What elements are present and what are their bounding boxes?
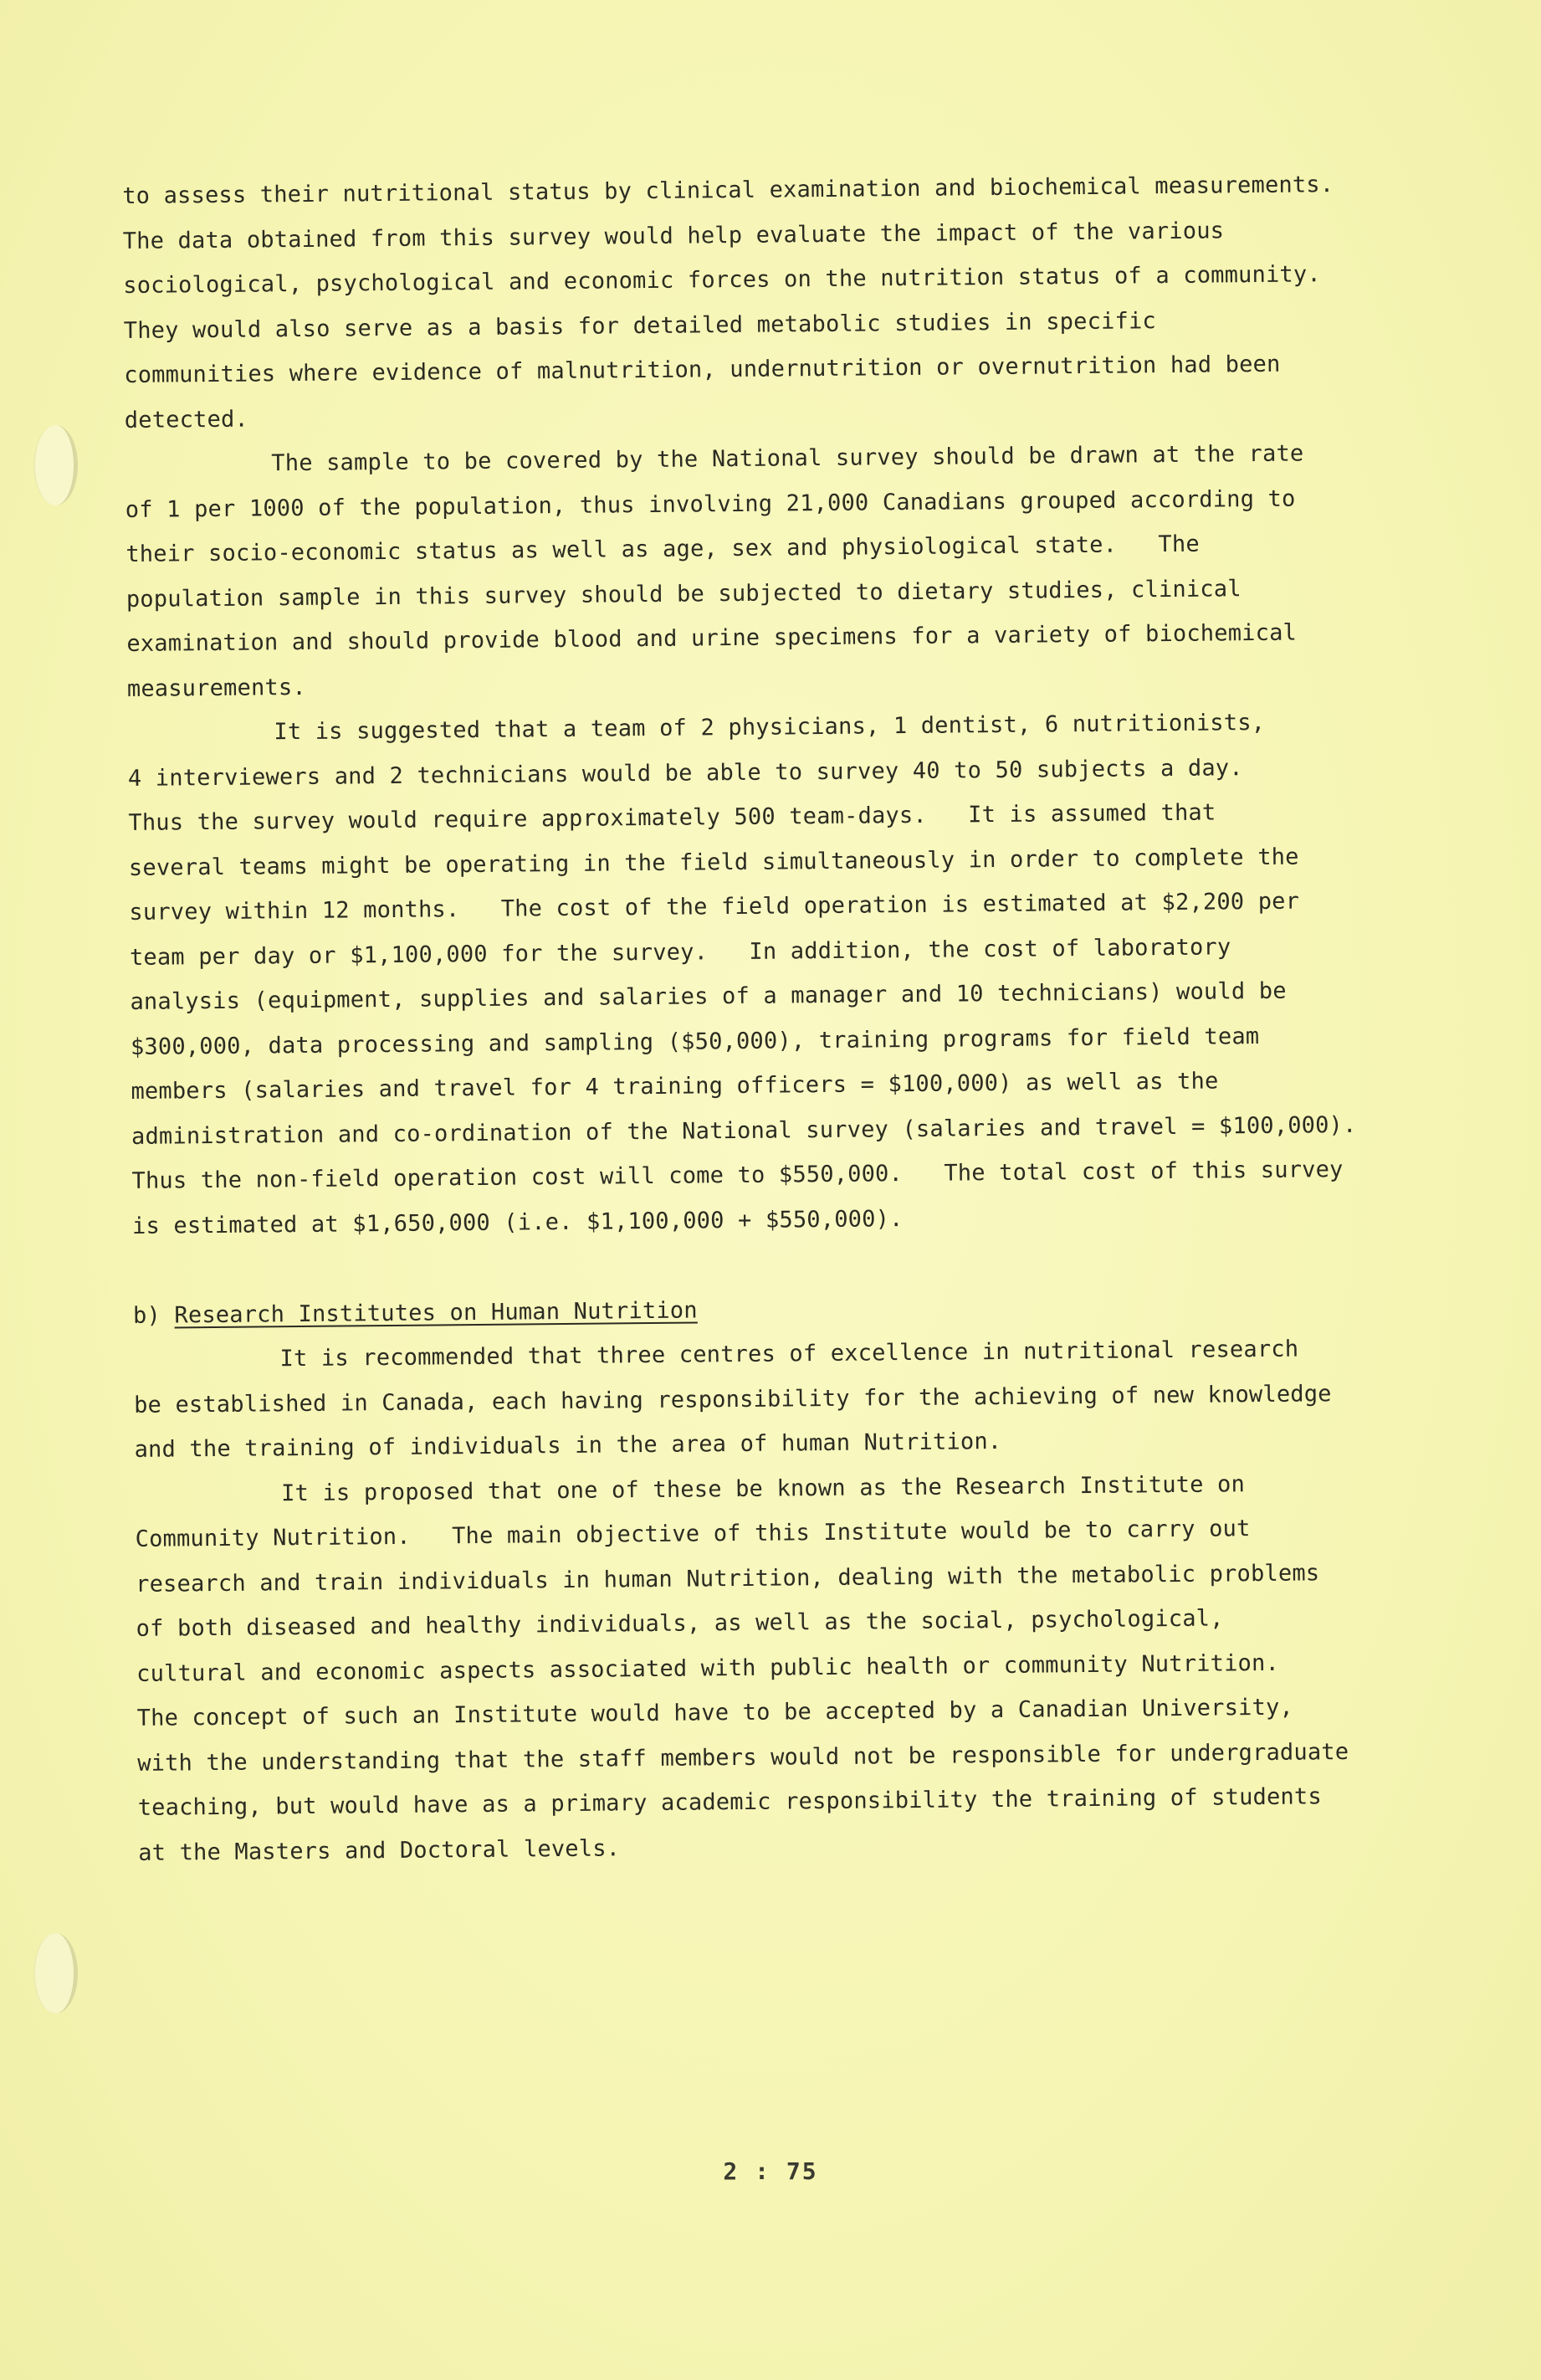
paragraph-1 bbox=[122, 162, 1438, 443]
text-line: members (salaries and travel for 4 training officers = $100,000) as well as the bbox=[131, 1068, 1219, 1105]
text-line: The data obtained from this survey would help evaluate the impact of the various bbox=[122, 217, 1225, 254]
text-line: It is recommended that three centres of excellence in nutritional research bbox=[279, 1336, 1299, 1372]
text-line: $300,000, data processing and sampling ($50,000), training programs for field team bbox=[130, 1023, 1260, 1060]
paragraph-4 bbox=[133, 1326, 1447, 1473]
text-line: The concept of such an Institute would have to be accepted by a Canadian University, bbox=[136, 1694, 1294, 1731]
text-line: of both diseased and healthy individuals, as well as the social, psychological, bbox=[136, 1605, 1224, 1642]
paragraph-5 bbox=[135, 1459, 1452, 1875]
text-line: Thus the non-field operation cost will come to $550,000. The total cost of this survey bbox=[131, 1157, 1344, 1194]
text-line: analysis (equipment, supplies and salaries of a manager and 10 technicians) would be bbox=[130, 977, 1287, 1015]
document-body bbox=[122, 162, 1451, 1875]
text-line: administration and co-ordination of the National survey (salaries and travel = $100,000). bbox=[131, 1111, 1357, 1150]
text-line: several teams might be operating in the field simultaneously in order to complete the bbox=[128, 844, 1299, 881]
text-line: to assess their nutritional status by clinical examination and biochemical measurements. bbox=[122, 172, 1334, 209]
text-line: be established in Canada, each having responsibility for the achieving of new knowledge bbox=[133, 1380, 1332, 1418]
section-marker: b) bbox=[132, 1301, 175, 1329]
text-line: of 1 per 1000 of the population, thus involving 21,000 Canadians grouped according to bbox=[125, 485, 1296, 523]
text-line: Community Nutrition. The main objective of this Institute would be to carry out bbox=[135, 1516, 1251, 1552]
text-line: survey within 12 months. The cost of the field operation is estimated at $2,200 per bbox=[129, 888, 1300, 926]
text-line: with the understanding that the staff members would not be responsible for undergraduate bbox=[137, 1738, 1349, 1777]
paragraph-3 bbox=[127, 699, 1446, 1249]
text-line: population sample in this survey should be subjected to dietary studies, clinical bbox=[125, 575, 1242, 613]
text-line: cultural and economic aspects associated with public health or community Nutrition. bbox=[136, 1649, 1280, 1687]
section-title: Research Institutes on Human Nutrition bbox=[174, 1296, 698, 1328]
binder-hole-bottom bbox=[33, 1933, 78, 2013]
text-line: their socio-economic status as well as age, sex and physiological state. The bbox=[125, 531, 1200, 567]
text-line: They would also serve as a basis for detailed metabolic studies in specific bbox=[123, 307, 1157, 344]
text-line: research and train individuals in human Nutrition, dealing with the metabolic problems bbox=[136, 1559, 1320, 1598]
text-line: It is proposed that one of these be known as the Research Institute on bbox=[280, 1470, 1246, 1506]
text-line: Thus the survey would require approximately 500 team-days. It is assumed that bbox=[128, 799, 1216, 836]
text-line: detected. bbox=[124, 406, 249, 433]
page-number: 2 : 75 bbox=[723, 2157, 818, 2185]
text-line: It is suggested that a team of 2 physicians, 1 dentist, 6 nutritionists, bbox=[274, 709, 1266, 746]
text-line: team per day or $1,100,000 for the survey. In addition, the cost of laboratory bbox=[129, 933, 1231, 971]
text-line: teaching, but would have as a primary academic responsibility the training of students bbox=[137, 1783, 1322, 1821]
binder-hole-top bbox=[33, 425, 78, 505]
text-line: measurements. bbox=[126, 674, 306, 702]
text-line: and the training of individuals in the area of human Nutrition. bbox=[134, 1428, 1002, 1463]
paragraph-2 bbox=[125, 430, 1441, 711]
text-line: examination and should provide blood and urine specimens for a variety of biochemical bbox=[126, 619, 1298, 657]
text-line: 4 interviewers and 2 technicians would be able to survey 40 to 50 subjects a day. bbox=[127, 754, 1243, 792]
text-line: sociological, psychological and economic forces on the nutrition status of a community. bbox=[123, 261, 1321, 299]
text-line: The sample to be covered by the National survey should be drawn at the rate bbox=[271, 440, 1304, 477]
text-line: at the Masters and Doctoral levels. bbox=[138, 1834, 621, 1866]
text-line: is estimated at $1,650,000 (i.e. $1,100,000 + $550,000). bbox=[131, 1205, 904, 1239]
text-line: communities where evidence of malnutrition, undernutrition or overnutrition had been bbox=[124, 351, 1281, 388]
